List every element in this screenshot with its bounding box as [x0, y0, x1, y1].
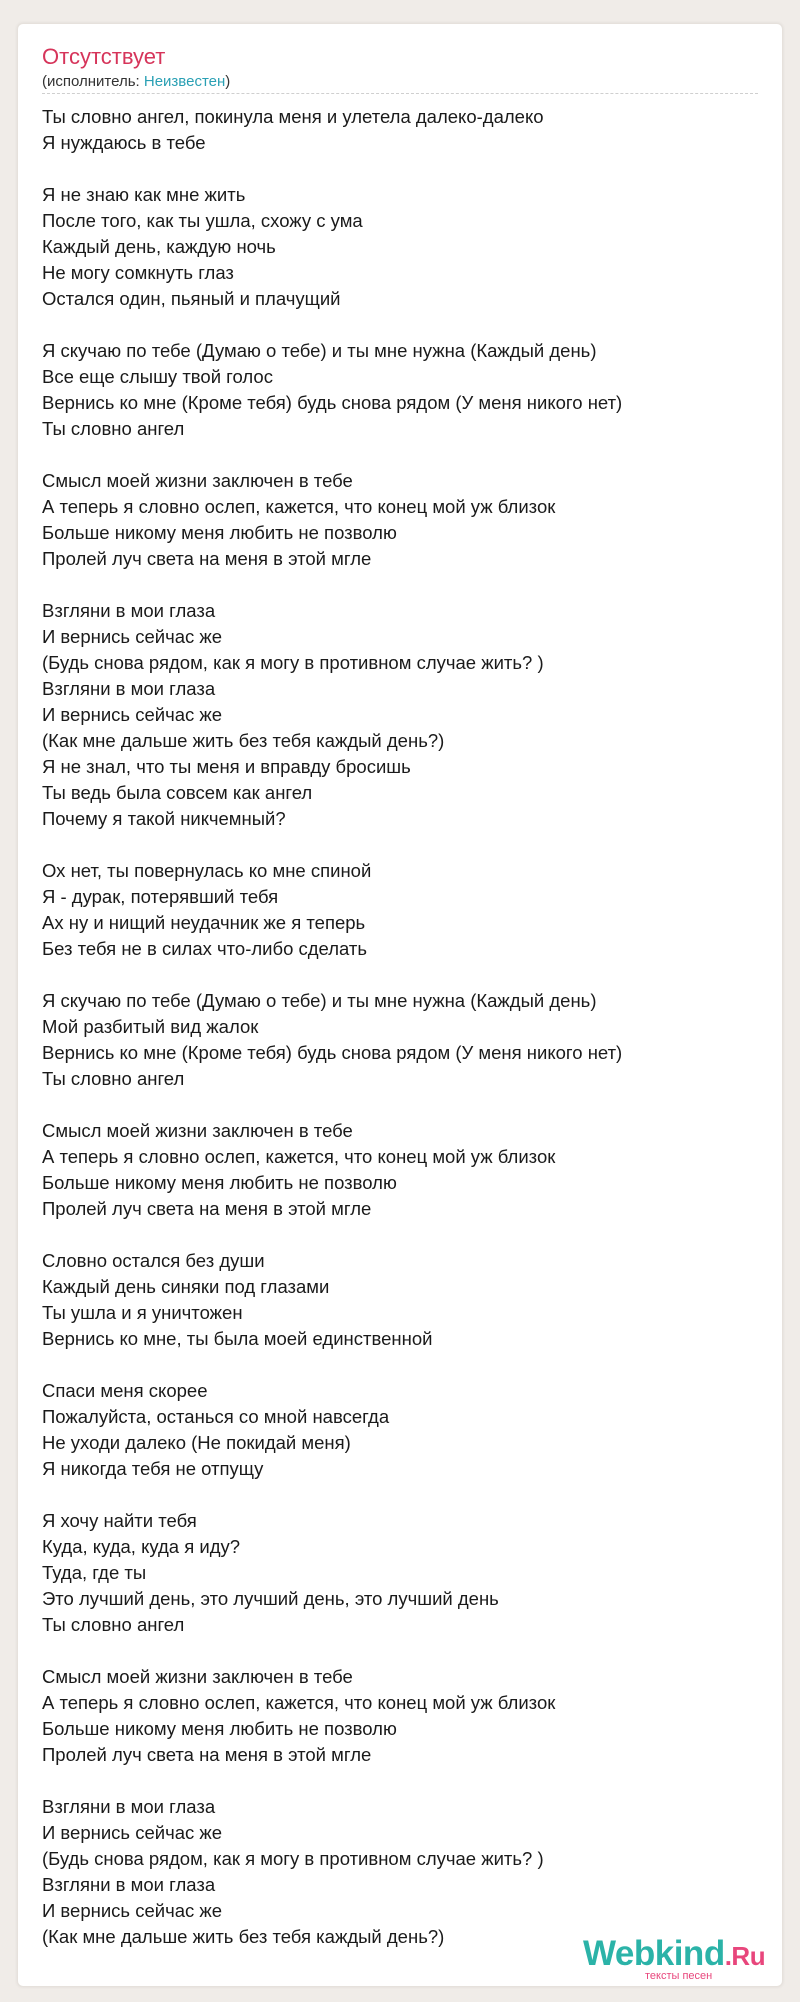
- lyric-line: Куда, куда, куда я иду?: [42, 1536, 241, 1557]
- lyric-line: Вернись ко мне, ты была моей единственной: [42, 1328, 433, 1349]
- lyric-line: Я - дурак, потерявший тебя: [42, 886, 279, 907]
- lyric-line: Ах ну и нищий неудачник же я теперь: [42, 912, 366, 933]
- stanza-gap: [42, 832, 758, 858]
- lyric-line: Туда, где ты: [42, 1562, 147, 1583]
- lyric-line: Больше никому меня любить не позволю: [42, 1718, 397, 1739]
- lyric-line: Взгляни в мои глаза: [42, 1796, 216, 1817]
- lyric-line: Не могу сомкнуть глаз: [42, 262, 234, 283]
- lyric-line: Ты словно ангел, покинула меня и улетела далеко-далеко: [42, 106, 544, 127]
- artist-link[interactable]: Неизвестен: [143, 73, 226, 90]
- lyric-line: Я не знал, что ты меня и вправду бросишь: [42, 756, 411, 777]
- lyric-line: Спаси меня скорее: [42, 1380, 208, 1401]
- lyric-line: Почему я такой никчемный?: [42, 808, 286, 829]
- lyric-line: Все еще слышу твой голос: [42, 366, 273, 387]
- lyric-line: (Как мне дальше жить без тебя каждый день?): [42, 730, 445, 751]
- lyric-line: Больше никому меня любить не позволю: [42, 522, 397, 543]
- stanza-gap: [42, 1092, 758, 1118]
- stanza-gap: [42, 572, 758, 598]
- lyric-line: Я хочу найти тебя: [42, 1510, 197, 1531]
- lyric-line: Смысл моей жизни заключен в тебе: [42, 1666, 353, 1687]
- lyric-line: Пожалуйста, останься со мной навсегда: [42, 1406, 390, 1427]
- lyric-line: Смысл моей жизни заключен в тебе: [42, 470, 353, 491]
- site-logo[interactable]: [583, 1934, 773, 1984]
- stanza-gap: [42, 1482, 758, 1508]
- logo-tld: .Ru: [724, 1941, 766, 1971]
- lyric-line: Пролей луч света на меня в этой мгле: [42, 1198, 372, 1219]
- header-divider: [42, 93, 758, 94]
- lyric-line: Это лучший день, это лучший день, это лучший день: [42, 1588, 499, 1609]
- lyric-line: И вернись сейчас же: [42, 626, 223, 647]
- lyric-line: Ты ведь была совсем как ангел: [42, 782, 313, 803]
- lyric-line: Пролей луч света на меня в этой мгле: [42, 1744, 372, 1765]
- lyric-line: Мой разбитый вид жалок: [42, 1016, 259, 1037]
- lyric-line: И вернись сейчас же: [42, 1900, 223, 1921]
- lyric-line: Больше никому меня любить не позволю: [42, 1172, 397, 1193]
- lyric-line: Каждый день синяки под глазами: [42, 1276, 330, 1297]
- lyric-line: И вернись сейчас же: [42, 1822, 223, 1843]
- lyric-line: Я скучаю по тебе (Думаю о тебе) и ты мне нужна (Каждый день): [42, 340, 597, 361]
- logo-tagline: тексты песен: [645, 1970, 713, 1982]
- lyric-line: После того, как ты ушла, схожу с ума: [42, 210, 363, 231]
- stanza-gap: [42, 1768, 758, 1794]
- lyric-line: И вернись сейчас же: [42, 704, 223, 725]
- lyric-line: Вернись ко мне (Кроме тебя) будь снова рядом (У меня никого нет): [42, 1042, 623, 1063]
- lyrics-body: [42, 104, 758, 1950]
- lyric-line: Ты словно ангел: [42, 1614, 185, 1635]
- lyric-line: Взгляни в мои глаза: [42, 600, 216, 621]
- stanza-gap: [42, 156, 758, 182]
- lyric-line: Каждый день, каждую ночь: [42, 236, 276, 257]
- stanza-gap: [42, 1352, 758, 1378]
- stanza-gap: [42, 1222, 758, 1248]
- stanza-gap: [42, 962, 758, 988]
- lyric-line: А теперь я словно ослеп, кажется, что конец мой уж близок: [42, 1692, 556, 1713]
- logo-main-text: Webkind: [583, 1934, 725, 1973]
- lyric-line: (Будь снова рядом, как я могу в противном случае жить? ): [42, 1848, 544, 1869]
- lyric-line: Вернись ко мне (Кроме тебя) будь снова рядом (У меня никого нет): [42, 392, 623, 413]
- lyric-line: Пролей луч света на меня в этой мгле: [42, 548, 372, 569]
- lyric-line: Ты словно ангел: [42, 418, 185, 439]
- artist-prefix: (исполнитель:: [42, 73, 144, 90]
- lyric-line: Остался один, пьяный и плачущий: [42, 288, 341, 309]
- lyric-line: Я никогда тебя не отпущу: [42, 1458, 264, 1479]
- artist-suffix: ): [225, 73, 231, 90]
- lyric-line: Ты ушла и я уничтожен: [42, 1302, 243, 1323]
- lyric-line: Ох нет, ты повернулась ко мне спиной: [42, 860, 372, 881]
- lyric-line: (Как мне дальше жить без тебя каждый день?): [42, 1926, 445, 1947]
- lyric-line: А теперь я словно ослеп, кажется, что конец мой уж близок: [42, 496, 556, 517]
- lyric-line: Я не знаю как мне жить: [42, 184, 246, 205]
- lyric-line: Не уходи далеко (Не покидай меня): [42, 1432, 351, 1453]
- lyric-line: А теперь я словно ослеп, кажется, что конец мой уж близок: [42, 1146, 556, 1167]
- lyric-line: Смысл моей жизни заключен в тебе: [42, 1120, 353, 1141]
- lyric-line: Я нуждаюсь в тебе: [42, 132, 206, 153]
- stanza-gap: [42, 442, 758, 468]
- lyric-line: Без тебя не в силах что-либо сделать: [42, 938, 368, 959]
- stanza-gap: [42, 312, 758, 338]
- song-title: Отсутствует: [42, 44, 166, 69]
- lyric-line: Ты словно ангел: [42, 1068, 185, 1089]
- stanza-gap: [42, 1638, 758, 1664]
- lyric-line: (Будь снова рядом, как я могу в противном случае жить? ): [42, 652, 544, 673]
- artist-line: [42, 72, 230, 92]
- lyric-line: Взгляни в мои глаза: [42, 1874, 216, 1895]
- lyric-line: Словно остался без души: [42, 1250, 265, 1271]
- lyric-line: Я скучаю по тебе (Думаю о тебе) и ты мне нужна (Каждый день): [42, 990, 597, 1011]
- lyric-line: Взгляни в мои глаза: [42, 678, 216, 699]
